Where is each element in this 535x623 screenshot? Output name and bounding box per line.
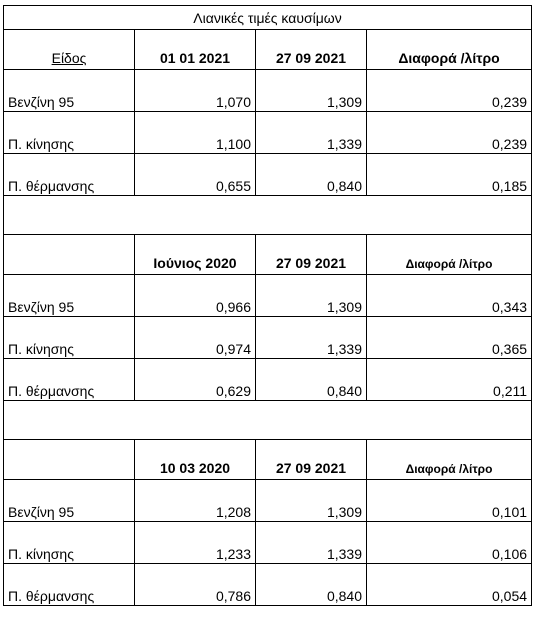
column-header-diff: Διαφορά /λίτρο [367,235,532,275]
table-row [4,275,532,317]
column-header-date-to: 27 09 2021 [256,440,367,480]
price-to-cell: 0,840 [256,359,367,401]
title-row [4,6,532,30]
price-from-cell: 0,966 [135,275,256,317]
price-to-cell: 1,309 [256,70,367,112]
column-header-date-from: 10 03 2020 [135,440,256,480]
spacer-cell [4,196,532,235]
price-to-cell: 1,339 [256,522,367,564]
table-row [4,522,532,564]
price-from-cell: 0,974 [135,317,256,359]
price-from-cell: 1,208 [135,480,256,522]
column-header-date-from: 01 01 2021 [135,30,256,70]
column-header-diff: Διαφορά /λίτρο [367,440,532,480]
empty-header-cell [4,235,135,275]
fuel-name-cell: Π. θέρμανσης [4,564,135,606]
price-from-cell: 0,655 [135,154,256,196]
fuel-name-cell: Π. θέρμανσης [4,359,135,401]
price-from-cell: 1,233 [135,522,256,564]
table-row [4,154,532,196]
diff-cell: 0,106 [367,522,532,564]
table-title: Λιανικές τιμές καυσίμων [4,6,532,30]
column-header-date-from: Ιούνιος 2020 [135,235,256,275]
table-row [4,564,532,606]
fuel-name-cell: Βενζίνη 95 [4,70,135,112]
table-row [4,480,532,522]
fuel-name-cell: Π. θέρμανσης [4,154,135,196]
column-header-date-to: 27 09 2021 [256,235,367,275]
table-row [4,317,532,359]
price-from-cell: 1,070 [135,70,256,112]
diff-cell: 0,054 [367,564,532,606]
empty-header-cell [4,440,135,480]
fuel-name-cell: Βενζίνη 95 [4,275,135,317]
price-to-cell: 1,339 [256,112,367,154]
diff-cell: 0,185 [367,154,532,196]
column-header-diff: Διαφορά /λίτρο [367,30,532,70]
table-row [4,359,532,401]
section-header-row [4,30,532,70]
fuel-prices-table [3,5,532,606]
price-from-cell: 0,629 [135,359,256,401]
fuel-name-cell: Π. κίνησης [4,112,135,154]
table-row [4,112,532,154]
price-to-cell: 1,309 [256,480,367,522]
diff-cell: 0,365 [367,317,532,359]
diff-cell: 0,211 [367,359,532,401]
price-to-cell: 0,840 [256,154,367,196]
diff-cell: 0,343 [367,275,532,317]
fuel-name-cell: Π. κίνησης [4,317,135,359]
spacer-row [4,196,532,235]
section-header-row [4,440,532,480]
table-row [4,70,532,112]
spacer-cell [4,401,532,440]
price-to-cell: 0,840 [256,564,367,606]
price-to-cell: 1,339 [256,317,367,359]
fuel-name-cell: Π. κίνησης [4,522,135,564]
diff-cell: 0,239 [367,70,532,112]
column-header-date-to: 27 09 2021 [256,30,367,70]
diff-cell: 0,239 [367,112,532,154]
price-to-cell: 1,309 [256,275,367,317]
section-header-row [4,235,532,275]
diff-cell: 0,101 [367,480,532,522]
spacer-row [4,401,532,440]
column-header-item: Είδος [4,30,135,70]
price-from-cell: 0,786 [135,564,256,606]
fuel-name-cell: Βενζίνη 95 [4,480,135,522]
price-from-cell: 1,100 [135,112,256,154]
